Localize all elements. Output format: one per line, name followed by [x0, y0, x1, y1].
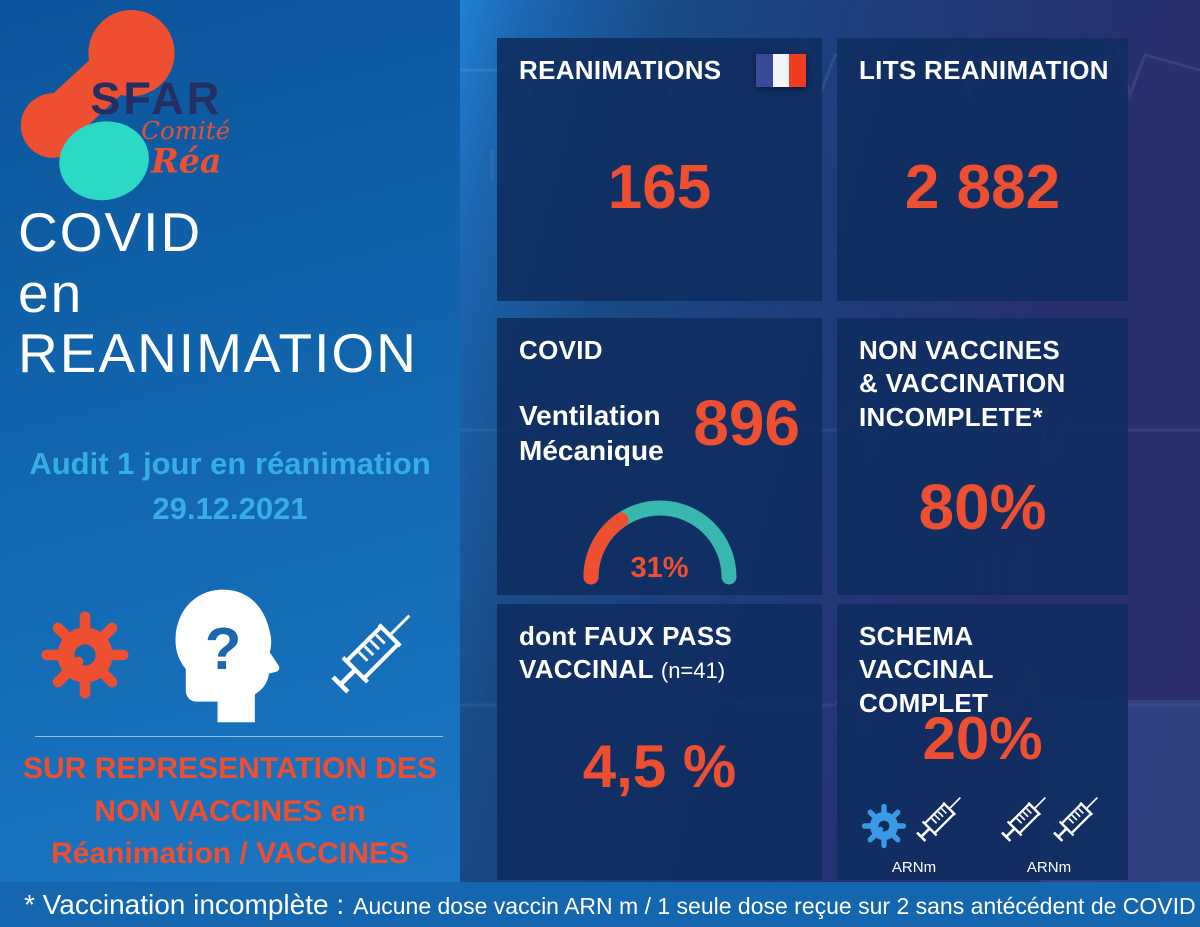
faux-pass-value: 4,5 % — [582, 733, 737, 800]
non-vaccines-value: 80% — [918, 471, 1047, 543]
syringe-icon — [312, 597, 428, 718]
card-title — [859, 334, 1114, 434]
title-line: COVID — [18, 201, 203, 263]
audit-line: Audit 1 jour en réanimation — [29, 446, 431, 481]
emphasis-line: NON VACCINES en — [94, 794, 366, 828]
syringe-icon — [1042, 787, 1108, 858]
card-faux-pass — [497, 604, 822, 880]
audit-subtitle — [0, 442, 460, 532]
card-reanimations — [497, 38, 822, 301]
vaccine-icon-row — [847, 787, 1118, 876]
vaccine-group-2 — [990, 787, 1108, 876]
emphasis-text — [0, 748, 460, 876]
footnote-text: Aucune dose vaccin ARN m / 1 seule dose reçue sur 2 sans antécédent de COVID — [353, 893, 1196, 919]
card-title: REANIMATIONS — [519, 55, 722, 85]
audit-date: 29.12.2021 — [152, 490, 308, 526]
vaccine-group-1 — [857, 787, 971, 876]
schema-value: 20% — [922, 705, 1043, 772]
ventilation-label-line: Mécanique — [519, 435, 664, 466]
vaccine-type-label: ARNm — [1026, 859, 1072, 876]
percentage-gauge — [574, 487, 746, 587]
card-title-line: SCHEMA VACCINAL — [859, 621, 994, 685]
emphasis-line: SUR REPRESENTATION DES — [23, 752, 437, 785]
card-title-line: NON VACCINES — [859, 335, 1061, 365]
france-flag-icon — [756, 54, 806, 87]
question-mark: ? — [204, 614, 242, 682]
sfar-logo — [14, 6, 249, 207]
page-title — [18, 202, 418, 384]
reanimations-value: 165 — [607, 153, 712, 222]
virus-icon — [857, 799, 911, 858]
head-question-icon — [164, 585, 286, 730]
card-lits-reanimation — [837, 38, 1128, 301]
card-title-line: dont FAUX PASS — [519, 621, 733, 651]
card-title: COVID — [519, 335, 603, 365]
footnote-prefix: * Vaccination incomplète : — [24, 889, 345, 920]
card-title-line — [519, 653, 808, 686]
title-line: REANIMATION — [18, 322, 418, 384]
sample-size-note: (n=41) — [660, 658, 726, 684]
card-title: LITS REANIMATION — [859, 55, 1109, 85]
card-title-word: VACCINAL — [519, 654, 654, 685]
vaccine-type-label: ARNm — [891, 859, 937, 876]
sidebar-icon-row — [0, 578, 460, 736]
title-line: en — [18, 261, 84, 324]
card-schema-vaccinal — [837, 604, 1128, 880]
sidebar — [0, 0, 460, 882]
card-title — [519, 620, 808, 687]
card-title-line: & VACCINATION — [859, 368, 1066, 399]
lits-value: 2 882 — [904, 153, 1061, 222]
logo-committee2-text: Réa — [151, 141, 222, 181]
ventilation-value: 896 — [693, 387, 800, 459]
emphasis-line: Réanimation / VACCINES — [51, 837, 409, 871]
gauge-label: 31% — [630, 552, 689, 584]
ventilation-label — [519, 398, 664, 468]
virus-icon — [32, 602, 138, 713]
logo-org-text: SFAR — [90, 72, 223, 124]
card-title-line: INCOMPLETE* — [859, 401, 1043, 432]
card-covid-ventilation — [497, 318, 822, 595]
card-non-vaccines — [837, 318, 1128, 595]
logo-committee-text: Comité — [141, 116, 231, 146]
ventilation-label-line: Ventilation — [519, 400, 661, 431]
syringe-icon — [905, 787, 971, 858]
card-title-line: COMPLET — [859, 687, 989, 718]
sidebar-divider — [35, 736, 443, 737]
footnote-bar — [0, 882, 1200, 927]
